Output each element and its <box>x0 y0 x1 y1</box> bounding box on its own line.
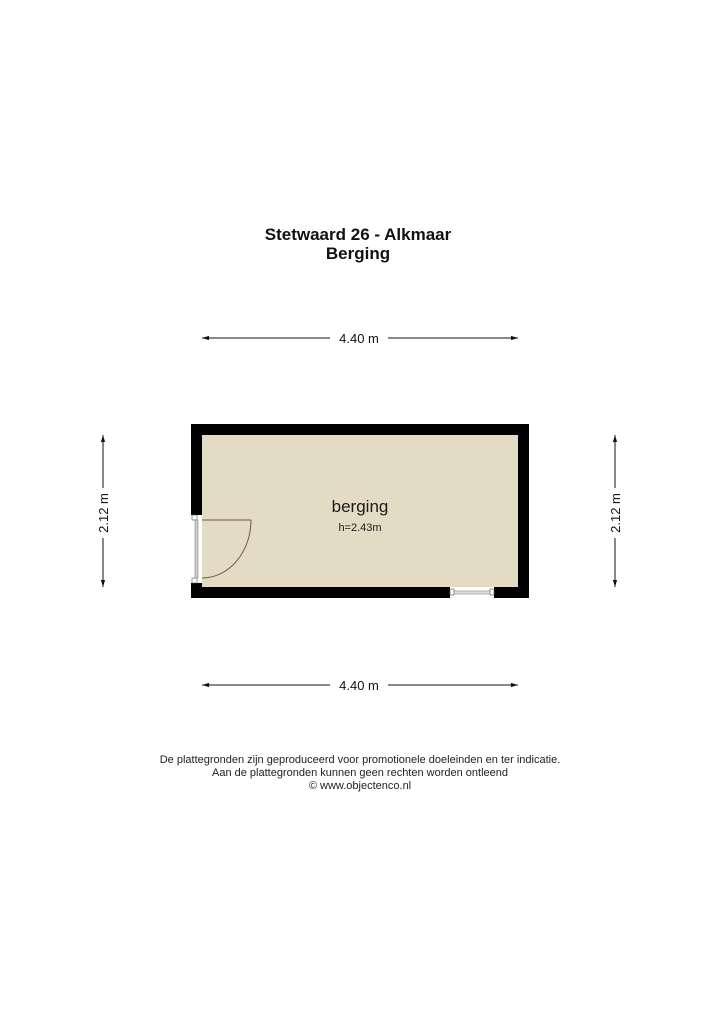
dimension-left-label: 2.12 m <box>96 493 111 533</box>
plan-subtitle: Berging <box>325 244 391 263</box>
disclaimer-line-1: De plattegronden zijn geproduceerd voor promotionele doeleinden en ter indicatie. <box>159 754 561 766</box>
room-name: berging <box>331 497 389 516</box>
copyright: © www.objectenco.nl <box>308 780 412 792</box>
dimension-right <box>608 435 623 587</box>
disclaimer-line-2: Aan de plattegronden kunnen geen rechten worden ontleend <box>211 767 509 779</box>
dimension-right-label: 2.12 m <box>608 493 623 533</box>
dimension-left <box>96 435 111 587</box>
dimension-top-label: 4.40 m <box>339 331 379 346</box>
dimension-top <box>202 331 518 346</box>
dimension-bottom-label: 4.40 m <box>339 678 379 693</box>
room-height: h=2.43m <box>338 522 382 534</box>
plan-title: Stetwaard 26 - Alkmaar <box>264 225 452 244</box>
dimension-bottom <box>202 678 518 693</box>
